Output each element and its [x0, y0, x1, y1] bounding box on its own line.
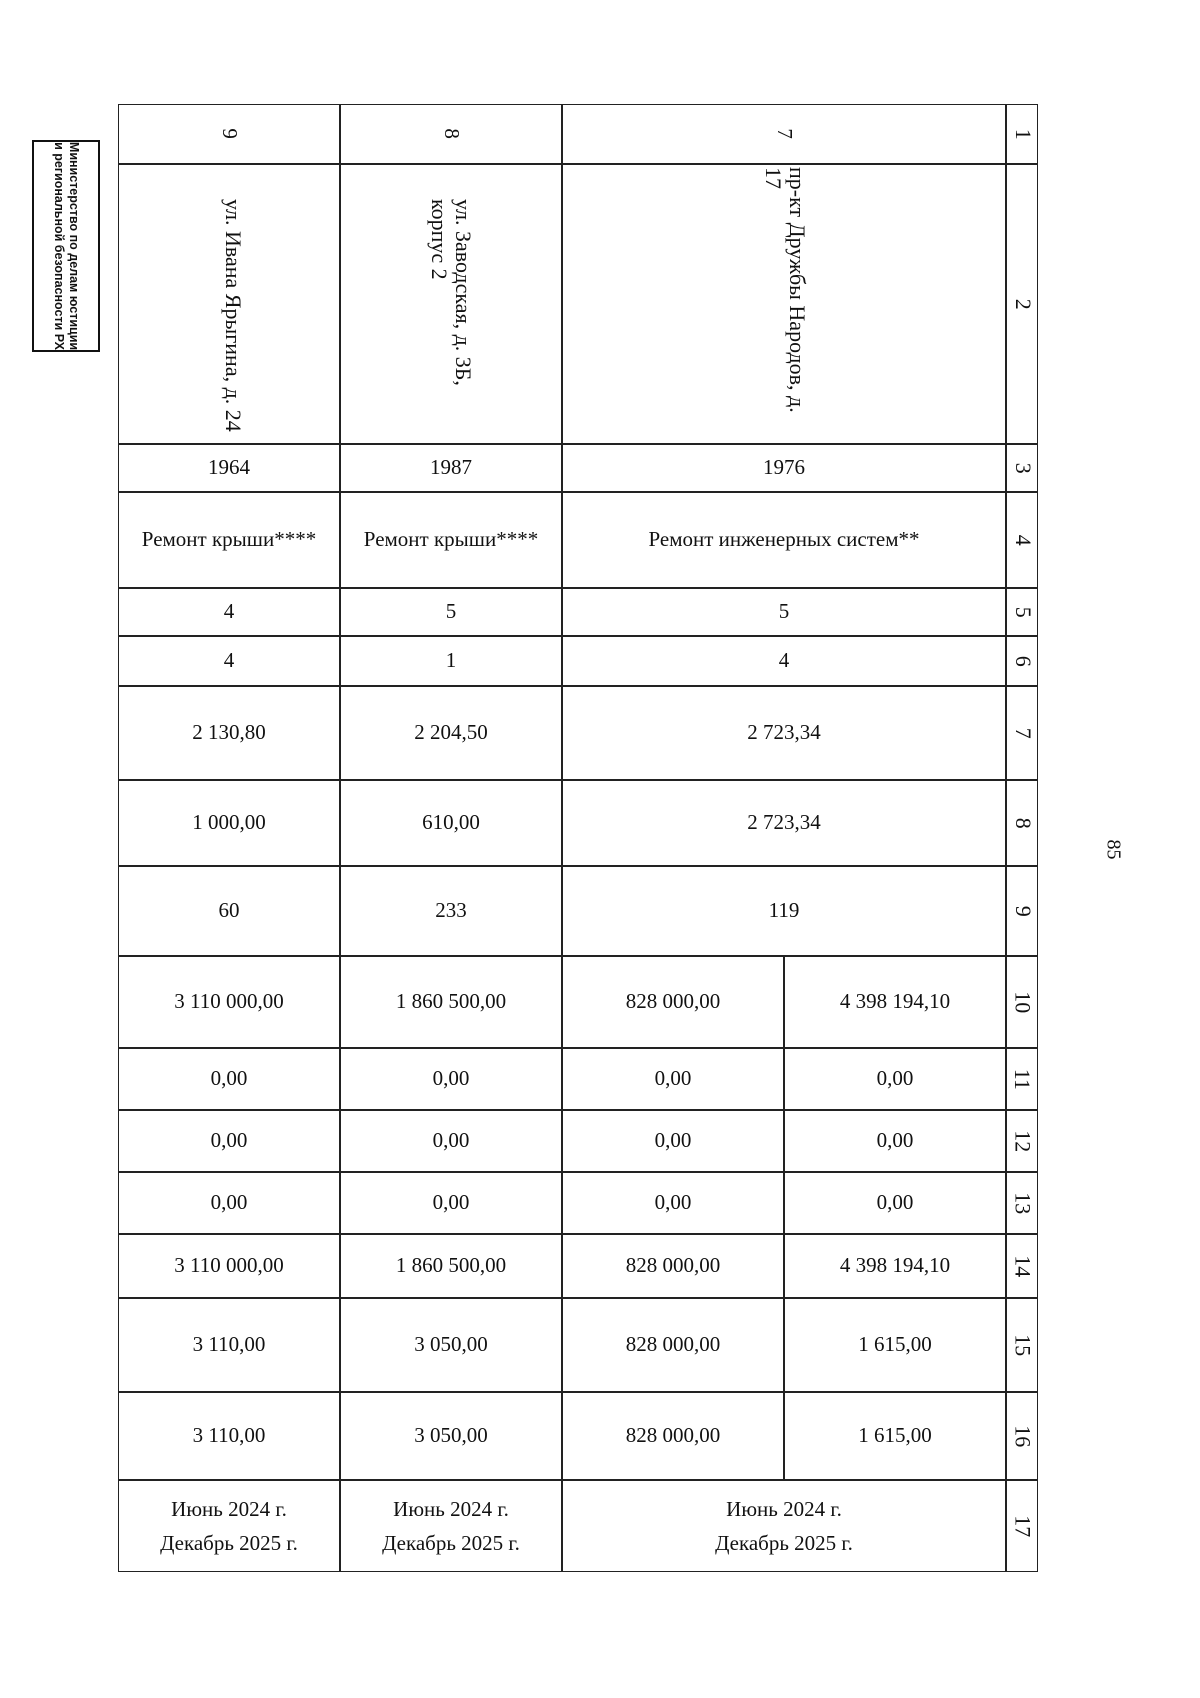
table-cell: 2 723,34	[562, 686, 1006, 780]
table-cell: 4	[118, 636, 340, 686]
ministry-stamp	[32, 140, 100, 352]
table-cell: 0,00	[340, 1110, 562, 1172]
table-cell: 828 000,00	[562, 1392, 784, 1480]
table-cell: 828 000,00	[562, 956, 784, 1048]
table-cell: 0,00	[562, 1110, 784, 1172]
column-number: 1	[1006, 104, 1038, 164]
table-cell: 1 615,00	[784, 1392, 1006, 1480]
table-cell: 0,00	[118, 1172, 340, 1234]
table-cell: 4	[562, 636, 1006, 686]
column-number: 12	[1006, 1110, 1038, 1172]
table-cell: 0,00	[118, 1110, 340, 1172]
period-cell: Июнь 2024 г. Декабрь 2025 г.	[562, 1480, 1006, 1572]
table-cell: 3 110 000,00	[118, 956, 340, 1048]
column-number: 16	[1006, 1392, 1038, 1480]
address-cell	[340, 164, 562, 444]
work-type-cell: Ремонт крыши****	[340, 492, 562, 588]
table-cell: 2 723,34	[562, 780, 1006, 866]
table-cell: 3 110,00	[118, 1392, 340, 1480]
address-cell	[562, 164, 1006, 444]
table-cell: 0,00	[562, 1048, 784, 1110]
column-number: 14	[1006, 1234, 1038, 1298]
table-cell: 0,00	[118, 1048, 340, 1110]
table-cell: 3 050,00	[340, 1298, 562, 1392]
table-cell: 4 398 194,10	[784, 956, 1006, 1048]
period-cell: Июнь 2024 г. Декабрь 2025 г.	[118, 1480, 340, 1572]
table-cell: 2 204,50	[340, 686, 562, 780]
table-cell: 1 860 500,00	[340, 956, 562, 1048]
year-cell: 1987	[340, 444, 562, 492]
column-number: 9	[1006, 866, 1038, 956]
stamp-text: Министерство по делам юстиции и региональной безопасности РХ	[52, 141, 81, 351]
column-number: 6	[1006, 636, 1038, 686]
column-number: 10	[1006, 956, 1038, 1048]
table-cell: 0,00	[784, 1110, 1006, 1172]
table-cell: 0,00	[562, 1172, 784, 1234]
table-cell: 1 000,00	[118, 780, 340, 866]
table-cell: 610,00	[340, 780, 562, 866]
table-cell: 3 110 000,00	[118, 1234, 340, 1298]
table-cell: 0,00	[340, 1172, 562, 1234]
address-cell	[118, 164, 340, 444]
table-cell: 5	[562, 588, 1006, 636]
address-text: ул. Ивана Ярыгина, д. 24	[221, 199, 246, 432]
row-number: 8	[340, 104, 562, 164]
column-number: 2	[1006, 164, 1038, 444]
table-cell: 1	[340, 636, 562, 686]
table-cell: 0,00	[784, 1172, 1006, 1234]
table-cell: 1 860 500,00	[340, 1234, 562, 1298]
year-cell: 1964	[118, 444, 340, 492]
row-number: 9	[118, 104, 340, 164]
address-text: пр-кт Дружбы Народов, д. 17	[761, 167, 810, 413]
table-cell: 0,00	[340, 1048, 562, 1110]
column-number: 5	[1006, 588, 1038, 636]
address-text: ул. Заводская, д. 3Б, корпус 2	[427, 199, 476, 386]
column-number: 13	[1006, 1172, 1038, 1234]
table-cell: 4 398 194,10	[784, 1234, 1006, 1298]
table-cell: 233	[340, 866, 562, 956]
column-number: 17	[1006, 1480, 1038, 1572]
table-cell: 119	[562, 866, 1006, 956]
table-cell: 2 130,80	[118, 686, 340, 780]
table-cell: 828 000,00	[562, 1298, 784, 1392]
table-cell: 4	[118, 588, 340, 636]
column-number: 15	[1006, 1298, 1038, 1392]
table-cell: 828 000,00	[562, 1234, 784, 1298]
table-cell: 3 110,00	[118, 1298, 340, 1392]
table-cell: 0,00	[784, 1048, 1006, 1110]
table-cell: 1 615,00	[784, 1298, 1006, 1392]
column-number: 8	[1006, 780, 1038, 866]
column-number: 11	[1006, 1048, 1038, 1110]
work-type-cell: Ремонт инженерных систем**	[562, 492, 1006, 588]
column-number: 7	[1006, 686, 1038, 780]
row-number: 7	[562, 104, 1006, 164]
table-cell: 3 050,00	[340, 1392, 562, 1480]
column-number: 3	[1006, 444, 1038, 492]
page-number: 85	[1102, 839, 1125, 860]
year-cell: 1976	[562, 444, 1006, 492]
period-cell: Июнь 2024 г. Декабрь 2025 г.	[340, 1480, 562, 1572]
work-type-cell: Ремонт крыши****	[118, 492, 340, 588]
table-cell: 5	[340, 588, 562, 636]
column-number: 4	[1006, 492, 1038, 588]
table-cell: 60	[118, 866, 340, 956]
